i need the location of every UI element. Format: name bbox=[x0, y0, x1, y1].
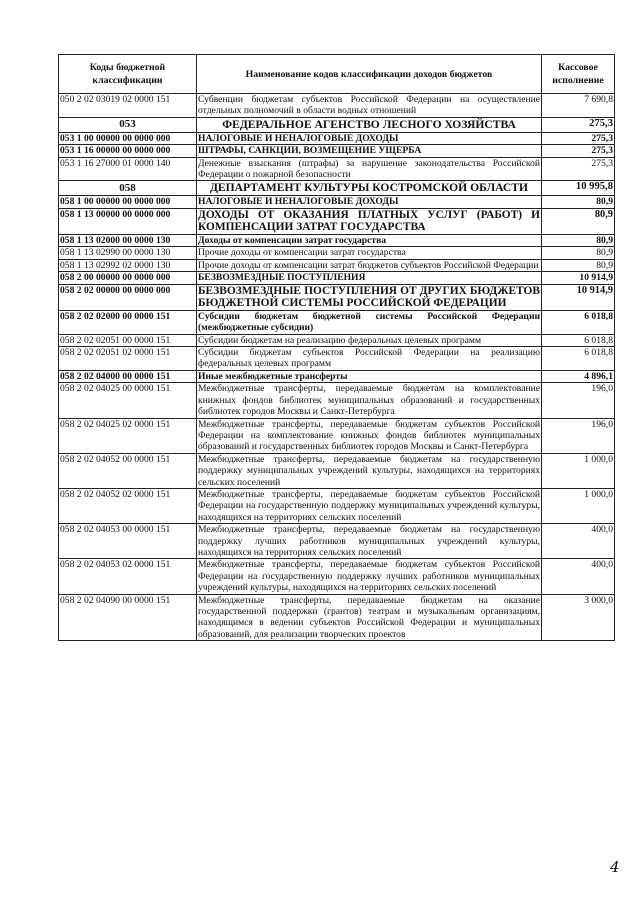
row-name: Прочие доходы от компенсации затрат бюджетов субъектов Российской Федерации bbox=[197, 259, 542, 271]
row-name: Прочие доходы от компенсации затрат государства bbox=[197, 247, 542, 259]
row-amount: 80,9 bbox=[542, 247, 615, 259]
row-code: 053 1 16 27000 01 0000 140 bbox=[59, 157, 197, 181]
table-row bbox=[59, 383, 615, 418]
row-code: 058 2 02 02000 00 0000 151 bbox=[59, 310, 197, 334]
row-name: Субвенции бюджетам субъектов Российской Федерации на осуществление отдельных полномочий в области водных отношений bbox=[198, 94, 540, 117]
table-row bbox=[59, 488, 615, 523]
row-code: 050 2 02 03019 02 0000 151 bbox=[59, 94, 197, 118]
row-code: 058 1 13 00000 00 0000 000 bbox=[59, 208, 197, 234]
row-code: 058 2 02 04053 02 0000 151 bbox=[59, 559, 197, 594]
table-row bbox=[59, 334, 615, 346]
row-amount: 80,9 bbox=[542, 208, 615, 234]
header-name: Наименование кодов классификации доходов бюджетов bbox=[197, 55, 542, 94]
row-code: 058 1 13 02990 00 0000 130 bbox=[59, 247, 197, 259]
row-code: 053 bbox=[59, 117, 197, 132]
table-row bbox=[59, 310, 615, 334]
row-code: 058 2 02 04053 00 0000 151 bbox=[59, 524, 197, 559]
row-amount: 196,0 bbox=[542, 418, 615, 453]
row-amount: 80,9 bbox=[542, 196, 615, 208]
row-name: Иные межбюджетные трансферты bbox=[197, 370, 542, 382]
row-amount: 80,9 bbox=[542, 259, 615, 271]
table-row bbox=[59, 453, 615, 488]
header-code: Коды бюджетной классификации bbox=[59, 55, 197, 94]
row-code: 058 2 02 04025 02 0000 151 bbox=[59, 418, 197, 453]
table-row bbox=[59, 235, 615, 247]
row-code: 053 1 00 00000 00 0000 000 bbox=[59, 132, 197, 144]
table-row bbox=[59, 181, 615, 196]
row-code: 058 2 02 04025 00 0000 151 bbox=[59, 383, 197, 418]
table-row bbox=[59, 272, 615, 284]
row-amount: 1 000,0 bbox=[542, 453, 615, 488]
row-code: 058 2 02 04000 00 0000 151 bbox=[59, 370, 197, 382]
table-row bbox=[59, 145, 615, 157]
revenue-table bbox=[58, 54, 615, 641]
row-name: Межбюджетные трансферты, передаваемые бюджетам на оказание государственной поддержки (грантов) театрам и музыкальным организациям, находящимся в ведении субъектов Российской Федерации и муниципальных образований, для реализации творческих проектов bbox=[198, 594, 540, 640]
row-amount: 1 000,0 bbox=[542, 488, 615, 523]
table-row bbox=[59, 247, 615, 259]
row-amount: 3 000,0 bbox=[542, 594, 615, 641]
table-row bbox=[59, 117, 615, 132]
row-code: 058 2 02 04052 00 0000 151 bbox=[59, 453, 197, 488]
row-name: ФЕДЕРАЛЬНОЕ АГЕНСТВО ЛЕСНОГО ХОЗЯЙСТВА bbox=[197, 117, 542, 132]
row-name: Доходы от компенсации затрат государства bbox=[197, 235, 542, 247]
row-amount: 4 896,1 bbox=[542, 370, 615, 382]
row-code: 058 1 00 00000 00 0000 000 bbox=[59, 196, 197, 208]
table-row bbox=[59, 347, 615, 371]
row-code: 058 2 02 00000 00 0000 000 bbox=[59, 284, 197, 310]
row-code: 058 2 00 00000 00 0000 000 bbox=[59, 272, 197, 284]
row-name: ДОХОДЫ ОТ ОКАЗАНИЯ ПЛАТНЫХ УСЛУГ (РАБОТ) И КОМПЕНСАЦИИ ЗАТРАТ ГОСУДАРСТВА bbox=[198, 208, 540, 234]
row-amount: 10 914,9 bbox=[542, 272, 615, 284]
row-name: Субсидии бюджетам субъектов Российской Федерации на реализацию федеральных целевых программ bbox=[198, 347, 540, 370]
table-row bbox=[59, 418, 615, 453]
row-name: Межбюджетные трансферты, передаваемые бюджетам на государственную поддержку лучших работников муниципальных учреждений культуры, находящихся на территориях сельских поселений bbox=[198, 524, 540, 558]
row-amount: 6 018,8 bbox=[542, 310, 615, 334]
row-name: БЕЗВОЗМЕЗДНЫЕ ПОСТУПЛЕНИЯ bbox=[197, 272, 542, 284]
row-name: Межбюджетные трансферты, передаваемые бюджетам субъектов Российской Федерации на государственную поддержку муниципальных учреждений культуры, находящихся на территориях сельских поселений bbox=[198, 488, 540, 523]
row-amount: 400,0 bbox=[542, 524, 615, 559]
row-name: БЕЗВОЗМЕЗДНЫЕ ПОСТУПЛЕНИЯ ОТ ДРУГИХ БЮДЖЕТОВ БЮДЖЕТНОЙ СИСТЕМЫ РОССИЙСКОЙ ФЕДЕРАЦИИ bbox=[198, 284, 540, 310]
table-row bbox=[59, 196, 615, 208]
table-row bbox=[59, 370, 615, 382]
table-row bbox=[59, 559, 615, 594]
row-code: 053 1 16 00000 00 0000 000 bbox=[59, 145, 197, 157]
row-code: 058 1 13 02992 02 0000 130 bbox=[59, 259, 197, 271]
row-amount: 10 914,9 bbox=[542, 284, 615, 310]
table-row bbox=[59, 208, 615, 234]
header-amount: Кассовое исполнение bbox=[542, 55, 615, 94]
row-amount: 275,3 bbox=[542, 117, 615, 132]
row-name: НАЛОГОВЫЕ И НЕНАЛОГОВЫЕ ДОХОДЫ bbox=[197, 196, 542, 208]
row-amount: 7 690,8 bbox=[542, 94, 615, 118]
row-code: 058 2 02 02051 02 0000 151 bbox=[59, 347, 197, 371]
row-name: ШТРАФЫ, САНКЦИИ, ВОЗМЕЩЕНИЕ УЩЕРБА bbox=[197, 145, 542, 157]
row-amount: 10 995,8 bbox=[542, 181, 615, 196]
row-amount: 275,3 bbox=[542, 145, 615, 157]
row-name: Денежные взыскания (штрафы) за нарушение законодательства Российской Федерации о пожарной безопасности bbox=[198, 157, 540, 181]
row-name: Межбюджетные трансферты, передаваемые бюджетам субъектов Российской Федерации на комплектование книжных фондов библиотек муниципальных образований и государственных библиотек городов Москвы и Санкт-Петербурга bbox=[198, 418, 540, 453]
row-name: Межбюджетные трансферты, передаваемые бюджетам на государственную поддержку муниципальных учреждений культуры, находящихся на территориях сельских поселений bbox=[198, 453, 540, 488]
row-code: 058 1 13 02000 00 0000 130 bbox=[59, 235, 197, 247]
row-code: 058 2 02 02051 00 0000 151 bbox=[59, 334, 197, 346]
table-row bbox=[59, 259, 615, 271]
row-code: 058 bbox=[59, 181, 197, 196]
row-name: НАЛОГОВЫЕ И НЕНАЛОГОВЫЕ ДОХОДЫ bbox=[197, 132, 542, 144]
row-name: Субсидии бюджетам бюджетной системы Российской Федерации (межбюджетные субсидии) bbox=[198, 310, 540, 334]
row-name: ДЕПАРТАМЕНТ КУЛЬТУРЫ КОСТРОМСКОЙ ОБЛАСТИ bbox=[197, 181, 542, 196]
row-name: Межбюджетные трансферты, передаваемые бюджетам на комплектование книжных фондов библиотек муниципальных образований и государственных библиотек городов Москвы и Санкт-Петербурга bbox=[198, 383, 540, 418]
table-row bbox=[59, 157, 615, 181]
row-name: Межбюджетные трансферты, передаваемые бюджетам субъектов Российской Федерации на государственную поддержку лучших работников муниципальных учреждений культуры, находящихся на территориях сельских поселений bbox=[198, 559, 540, 594]
row-amount: 80,9 bbox=[542, 235, 615, 247]
table-row bbox=[59, 524, 615, 559]
row-amount: 275,3 bbox=[542, 132, 615, 144]
row-amount: 400,0 bbox=[542, 559, 615, 594]
page-number: 4 bbox=[610, 858, 620, 876]
row-amount: 6 018,8 bbox=[542, 334, 615, 346]
row-code: 058 2 02 04090 00 0000 151 bbox=[59, 594, 197, 641]
row-amount: 196,0 bbox=[542, 383, 615, 418]
table-row bbox=[59, 132, 615, 144]
row-amount: 6 018,8 bbox=[542, 347, 615, 371]
row-name: Субсидии бюджетам на реализацию федеральных целевых программ bbox=[197, 334, 542, 346]
table-header bbox=[59, 55, 615, 94]
row-amount: 275,3 bbox=[542, 157, 615, 181]
row-code: 058 2 02 04052 02 0000 151 bbox=[59, 488, 197, 523]
table-row bbox=[59, 284, 615, 310]
table-row bbox=[59, 94, 615, 118]
table-row bbox=[59, 594, 615, 641]
